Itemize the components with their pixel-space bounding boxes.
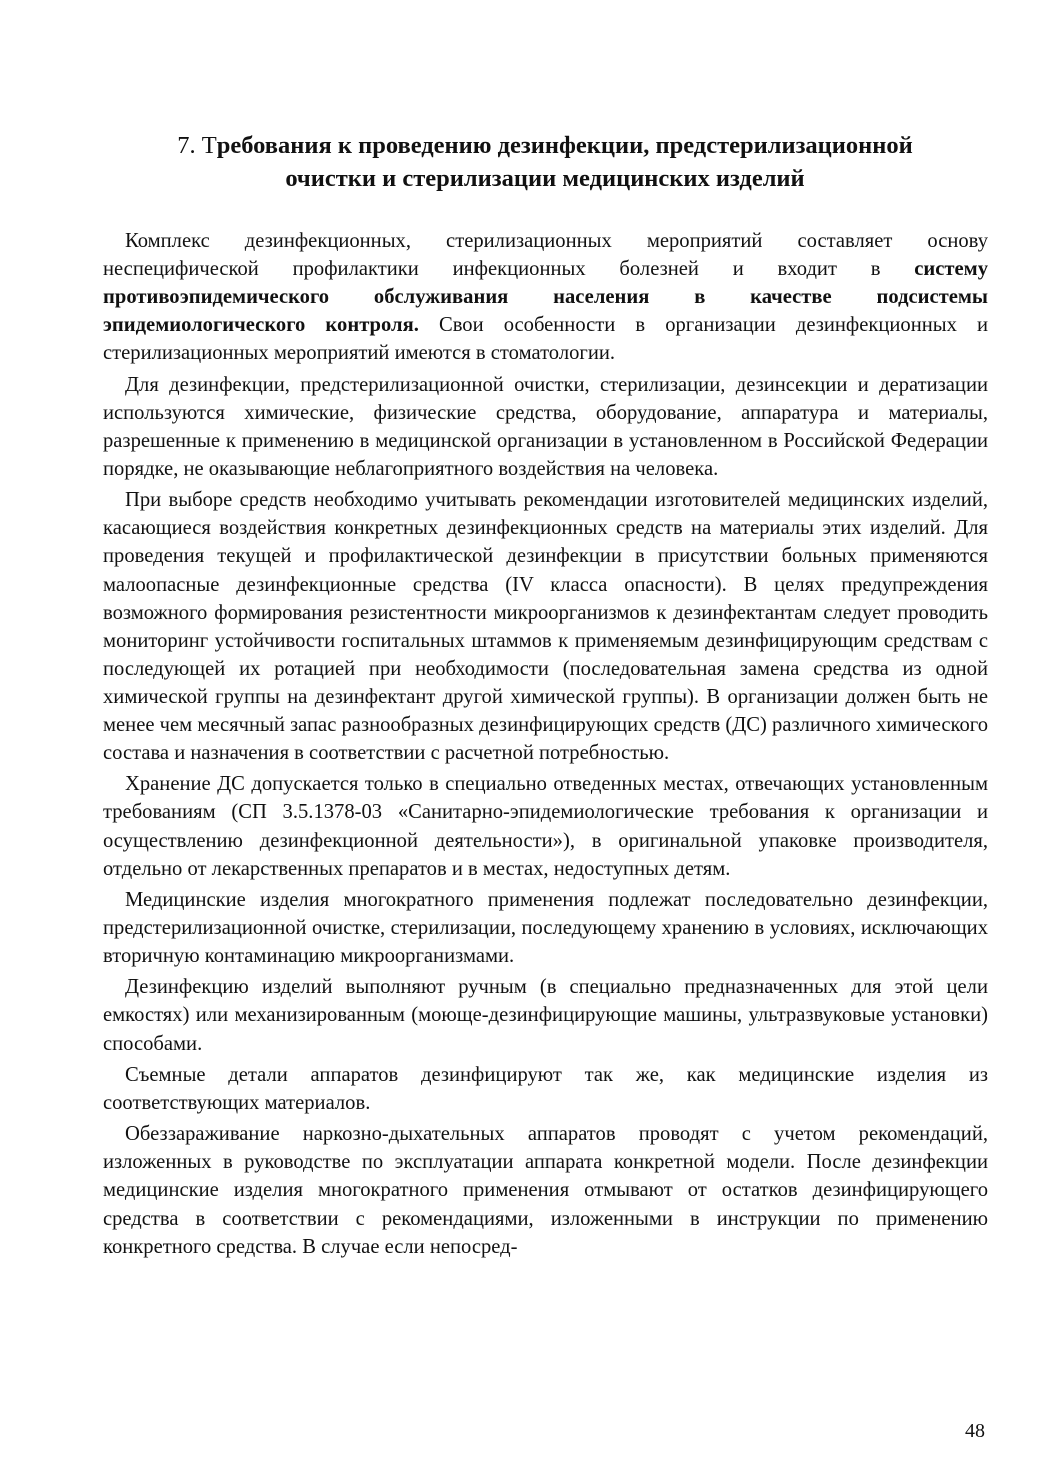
paragraph: Хранение ДС допускается только в специально отведенных местах, отвечающих установленным требованиям (СП 3.5.1378-03 «Санитарно-эпидемиологические требования к организации и осуществлению дезинфекционной деятельности»), в оригинальной упаковке производителя, отдельно от лекарственных препаратов и в местах, недоступных детям. [103, 773, 988, 880]
paragraph: Съемные детали аппаратов дезинфицируют так же, как медицинские изделия из соответствующих материалов. [103, 1063, 988, 1114]
paragraph [103, 227, 988, 367]
heading-line-2: очистки и стерилизации медицинских изделий [285, 165, 805, 192]
paragraph: При выборе средств необходимо учитывать рекомендации изготовителей медицинских изделий, касающиеся воздействия конкретных дезинфекционных средств на материалы этих изделий. Для проведения текущей и профилактической дезинфекции в присутствии больных применяются малоопасные дезинфекционные средства (IV класса опасности). В целях предупреждения возможного формирования резистентности микроорганизмов к дезинфектантам следует проводить мониторинг устойчивости госпитальных штаммов к применяемым дезинфицирующим средствам с последующей их ротацией при необходимости (последовательная замена средства из одной химической группы на дезинфектант другой химической группы). В организации должен быть не менее чем месячный запас разнообразных дезинфицирующих средств (ДС) различного химического состава и назначения в соответствии с расчетной потребностью. [103, 489, 988, 765]
paragraph-bold-text: систему противоэпидемического обслуживания населения в качестве подсистемы эпидемиологического контроля. [103, 258, 988, 337]
paragraph-text: Свои особенности в организации дезинфекционных и стерилизационных мероприятий имеются в стоматологии. [103, 314, 988, 365]
body-text [103, 227, 988, 1264]
paragraph: Дезинфекцию изделий выполняют ручным (в специально предназначенных для этой цели емкостях) или механизированным (моюще-дезинфицирующие машины, ультразвуковые установки) способами. [103, 976, 988, 1055]
paragraph: Медицинские изделия многократного применения подлежат последовательно дезинфекции, предстерилизационной очистке, стерилизации, последующему хранению в условиях, исключающих вторичную контаминацию микроорганизмами. [103, 888, 988, 968]
paragraph-text: Комплекс дезинфекционных, стерилизационных мероприятий составляет основу неспецифической профилактики инфекционных болезней и входит в [103, 230, 988, 281]
paragraph: Для дезинфекции, предстерилизационной очистки, стерилизации, дезинсекции и дератизации используются химические, физические средства, оборудование, аппаратура и материалы, разрешенные к применению в медицинской организации в установленном в Российской Федерации порядке, не оказывающие неблагоприятного воздействия на человека. [103, 373, 988, 480]
heading-line-1: ребования к проведению дезинфекции, предстерилизационной [216, 132, 913, 159]
page-number: 48 [965, 1420, 985, 1442]
heading-number: 7. Т [177, 132, 217, 159]
paragraph: Обеззараживание наркозно-дыхательных аппаратов проводят с учетом рекомендаций, изложенных в руководстве по эксплуатации аппарата конкретной модели. После дезинфекции медицинские изделия многократного применения отмывают от остатков дезинфицирующего средства в соответствии с рекомендациями, изложенными в инструкции по применению конкретного средства. В случае если непосред- [103, 1123, 988, 1258]
section-heading [100, 129, 990, 195]
